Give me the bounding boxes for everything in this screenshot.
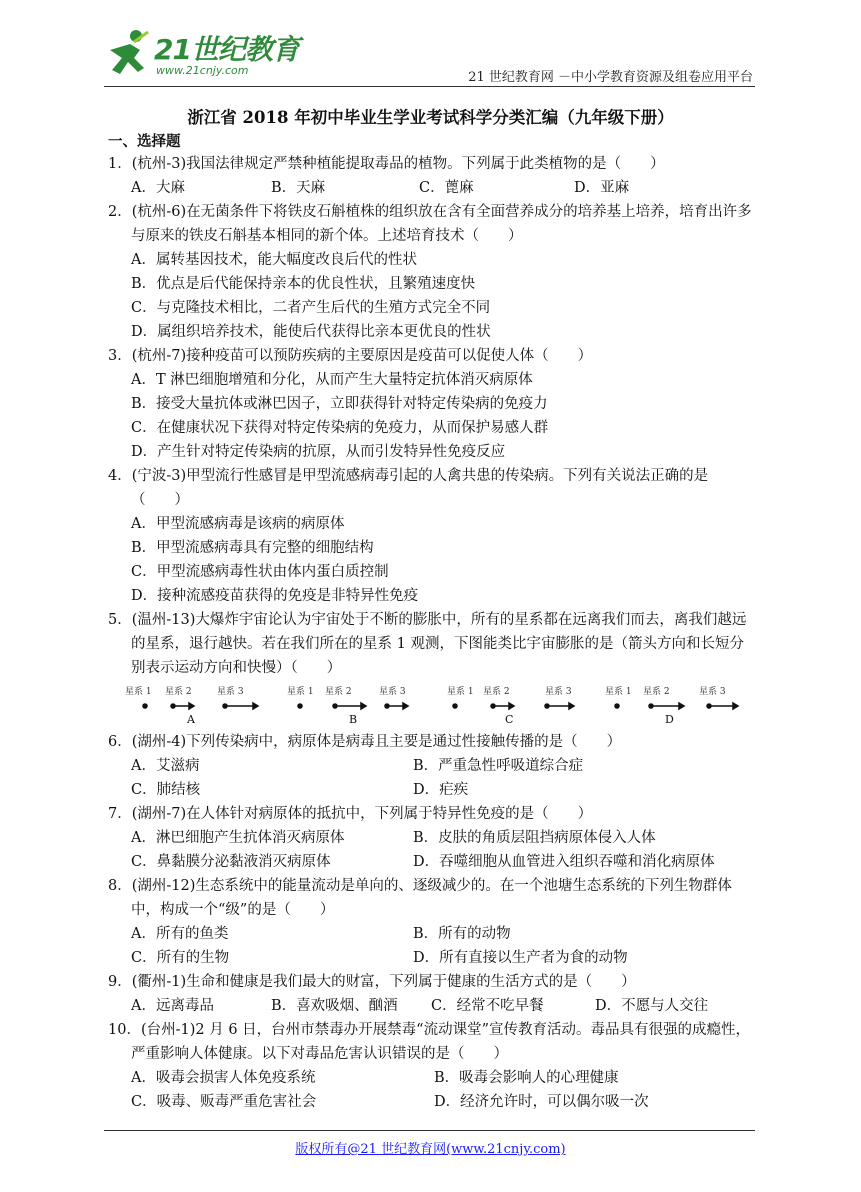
option-d: D．接种流感疫苗获得的免疫是非特异性免疫 xyxy=(131,588,419,604)
galaxy-label: 星系 2 xyxy=(165,687,192,697)
question-stem: 9．(衢州-1)生命和健康是我们最大的财富，下列属于健康的生活方式的是（ ） xyxy=(108,974,636,990)
option-a: A．属转基因技术，能大幅度改良后代的性状 xyxy=(131,252,417,268)
option-c: C．经常不吃早餐 xyxy=(431,998,544,1014)
option-b: B．皮肤的角质层阻挡病原体侵入人体 xyxy=(413,830,656,846)
question-3 xyxy=(108,344,758,464)
galaxy-label: 星系 1 xyxy=(605,687,632,697)
option-b: B．吸毒会影响人的心理健康 xyxy=(434,1070,619,1086)
question-stem: 6．(湖州-4)下列传染病中，病原体是病毒且主要是通过性接触传播的是（ ） xyxy=(108,734,622,750)
option-c: C．与克隆技术相比，二者产生后代的生殖方式完全不同 xyxy=(131,300,491,316)
question-2 xyxy=(108,200,758,344)
option-d: D．经济允许时，可以偶尔吸一次 xyxy=(434,1094,649,1110)
question-7 xyxy=(108,802,758,874)
option-a: A．艾滋病 xyxy=(131,758,200,774)
option-a: A．吸毒会损害人体免疫系统 xyxy=(131,1070,316,1086)
option-d: D．亚麻 xyxy=(574,180,630,196)
option-a: A．T 淋巴细胞增殖和分化，从而产生大量特定抗体消灭病原体 xyxy=(131,372,533,388)
option-b: B．甲型流感病毒具有完整的细胞结构 xyxy=(131,540,374,556)
logo xyxy=(104,28,304,86)
galaxy-label: 星系 1 xyxy=(287,687,314,697)
galaxy-label: 星系 2 xyxy=(483,687,510,697)
galaxy-expansion-diagram xyxy=(125,686,755,726)
question-8 xyxy=(108,874,758,970)
question-5 xyxy=(108,608,758,680)
copyright-link[interactable]: 版权所有@21 世纪教育网(www.21cnjy.com) xyxy=(295,1142,566,1157)
galaxy-label: 星系 1 xyxy=(125,687,152,697)
option-d: D．所有直接以生产者为食的动物 xyxy=(413,950,628,966)
option-c: C．吸毒、贩毒严重危害社会 xyxy=(131,1094,317,1110)
option-c: C．肺结核 xyxy=(131,782,201,798)
header-divider xyxy=(104,86,755,87)
galaxy-label: 星系 2 xyxy=(325,687,352,697)
page-header xyxy=(0,0,861,90)
question-stem: 3．(杭州-7)接种疫苗可以预防疾病的主要原因是疫苗可以促使人体（ ） xyxy=(108,348,593,364)
page-title: 浙江省 2018 年初中毕业生学业考试科学分类汇编（九年级下册） xyxy=(187,108,674,127)
option-d: D．属组织培养技术，能使后代获得比亲本更优良的性状 xyxy=(131,324,491,340)
logo-url: www.21cnjy.com xyxy=(156,64,249,77)
option-label-b: B xyxy=(349,713,358,726)
question-stem: 2．(杭州-6)在无菌条件下将铁皮石斛植株的组织放在含有全面营养成分的培养基上培养，培育出许多与原来的铁皮石斛基本相同的新个体。上述培育技术（ ） xyxy=(108,204,752,244)
question-stem: 1．(杭州-3)我国法律规定严禁种植能提取毒品的植物。下列属于此类植物的是（ ） xyxy=(108,156,665,172)
option-d: D．不愿与人交往 xyxy=(595,998,709,1014)
question-stem: 4．(宁波-3)甲型流行性感冒是甲型流感病毒引起的人禽共患的传染病。下列有关说法正确的是（ ） xyxy=(108,468,709,508)
section-heading: 一、选择题 xyxy=(108,133,181,150)
option-b: B．优点是后代能保持亲本的优良性状，且繁殖速度快 xyxy=(131,276,476,292)
option-a: A．淋巴细胞产生抗体消灭病原体 xyxy=(131,830,345,846)
galaxy-label: 星系 2 xyxy=(643,687,670,697)
question-stem: 10．(台州-1)2 月 6 日，台州市禁毒办开展禁毒“流动课堂”宣传教育活动。毒品具有很强的成瘾性，严重影响人体健康。以下对毒品危害认识错误的是（ ） xyxy=(108,1022,750,1062)
option-b: B．严重急性呼吸道综合症 xyxy=(413,758,584,774)
option-c: C．甲型流感病毒性状由体内蛋白质控制 xyxy=(131,564,389,580)
option-b: B．天麻 xyxy=(271,180,326,196)
option-a: A．大麻 xyxy=(131,180,185,196)
option-d: D．吞噬细胞从血管进入组织吞噬和消化病原体 xyxy=(413,854,715,870)
option-a: A．所有的鱼类 xyxy=(131,926,229,942)
question-stem: 7．(湖州-7)在人体针对病原体的抵抗中，下列属于特异性免疫的是（ ） xyxy=(108,806,593,822)
option-b: B．所有的动物 xyxy=(413,926,511,942)
galaxy-label: 星系 3 xyxy=(699,687,726,697)
question-4 xyxy=(108,464,758,608)
runner-logo-icon xyxy=(104,28,152,78)
logo-text: 21世纪教育 xyxy=(154,33,299,66)
question-1 xyxy=(108,152,758,200)
footer-divider xyxy=(104,1130,755,1131)
option-d: D．产生针对特定传染病的抗原，从而引发特异性免疫反应 xyxy=(131,444,506,460)
option-label-c: C xyxy=(505,713,514,726)
question-9 xyxy=(108,970,758,1018)
option-b: B．接受大量抗体或淋巴因子，立即获得针对特定传染病的免疫力 xyxy=(131,396,548,412)
option-c: C．所有的生物 xyxy=(131,950,230,966)
galaxy-label: 星系 3 xyxy=(379,687,406,697)
option-c: C．鼻黏膜分泌黏液消灭病原体 xyxy=(131,854,331,870)
question-stem: 8．(湖州-12)生态系统中的能量流动是单向的、逐级减少的。在一个池塘生态系统的下列生物群体中，构成一个“级”的是（ ） xyxy=(108,878,732,918)
option-b: B．喜欢吸烟、酗酒 xyxy=(271,998,398,1014)
option-c: C．在健康状况下获得对特定传染病的免疫力，从而保护易感人群 xyxy=(131,420,549,436)
header-platform-text: 21 世纪教育网 －中小学教育资源及组卷应用平台 xyxy=(468,70,753,85)
option-a: A．远离毒品 xyxy=(131,998,214,1014)
question-stem: 5．(温州-13)大爆炸宇宙论认为宇宙处于不断的膨胀中，所有的星系都在远离我们而去，离我们越远的星系，退行越快。若在我们所在的星系 1 观测，下图能类比宇宙膨胀的是（箭头方向和长短分别表示运动方向和快慢）（ ） xyxy=(108,612,747,676)
question-6 xyxy=(108,730,758,802)
question-10 xyxy=(108,1018,758,1114)
galaxy-label: 星系 3 xyxy=(217,687,244,697)
galaxy-label: 星系 3 xyxy=(545,687,572,697)
option-d: D．疟疾 xyxy=(413,782,469,798)
option-c: C．蓖麻 xyxy=(419,180,474,196)
option-label-a: A xyxy=(187,713,195,726)
galaxy-label: 星系 1 xyxy=(447,687,474,697)
option-label-d: D xyxy=(665,713,674,726)
option-a: A．甲型流感病毒是该病的病原体 xyxy=(131,516,345,532)
